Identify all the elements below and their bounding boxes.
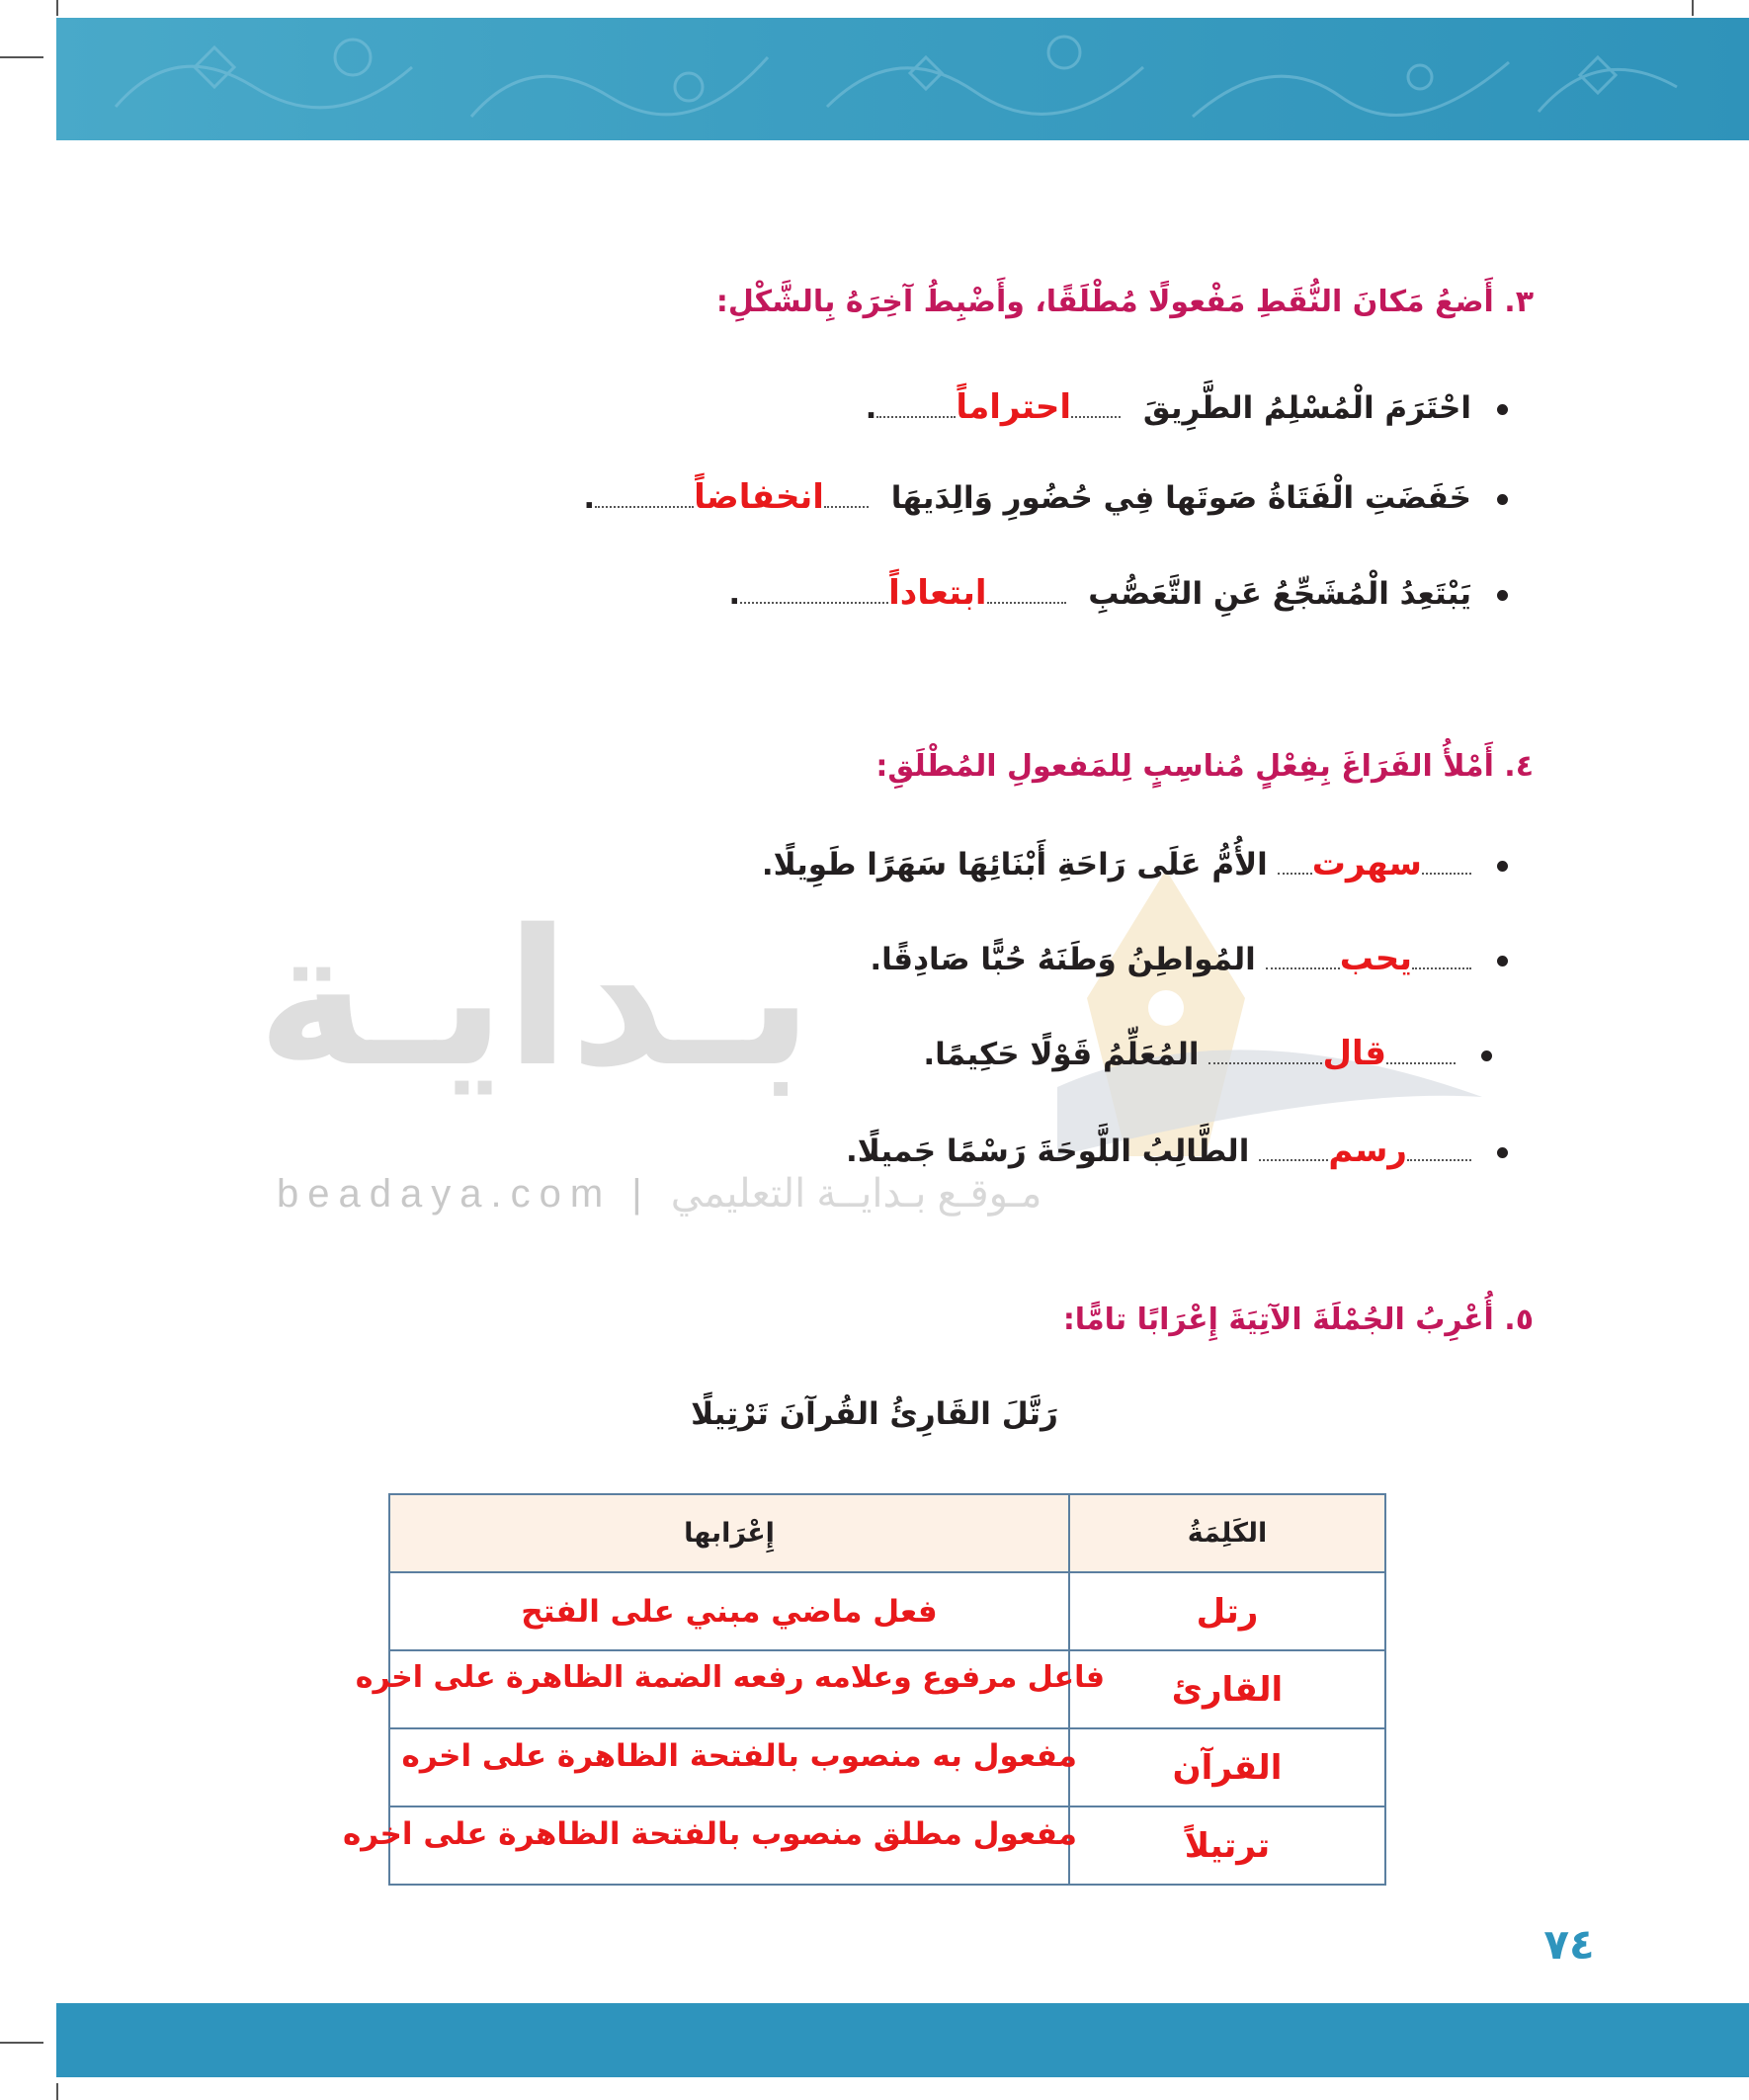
q5-sentence: رَتَّلَ القَارِئُ القُرآنَ تَرْتِيلًا [691,1396,1058,1432]
header-band [56,18,1749,140]
word-cell: رتل [1069,1572,1385,1650]
irab-answer-4: مفعول مطلق منصوب بالفتحة الظاهرة على اخره [342,1816,1077,1852]
answer-blank[interactable] [824,494,869,508]
irab-answer-2: فاعل مرفوع وعلامه رفعه الضمة الظاهرة على اخره [355,1660,1105,1695]
answer-blank[interactable] [1278,861,1312,875]
answer-blank[interactable] [1071,404,1121,418]
q4-item-text: الأُمُّ عَلَى رَاحَةِ أَبْنَائِهَا سَهَرًا طَوِيلًا. [761,847,1268,882]
table-header-row [389,1494,1385,1572]
q4-item-1 [762,844,1508,883]
bullet-icon [1497,956,1508,966]
q4-title: ٤. أَمْلأُ الفَرَاغَ بِفِعْلٍ مُناسِبٍ لِلمَفعولِ المُطْلَقِ: [875,749,1534,784]
answer-blank[interactable] [1412,956,1471,969]
answer-blank[interactable] [1208,1050,1322,1064]
answer-blank[interactable] [876,404,956,418]
irab-answer-3: مفعول به منصوب بالفتحة الظاهرة على اخره [401,1738,1077,1774]
header-irab: إِعْرَابها [389,1494,1069,1572]
q3-item-text: احْتَرَمَ الْمُسْلِمُ الطَّرِيقَ [1142,390,1471,426]
answer-blank[interactable] [987,590,1066,604]
q3-item-text: خَفَضَتِ الْفَتَاةُ صَوتَها فِي حُضُورِ وَالِدَيهَا [890,480,1471,516]
watermark-separator: | [631,1172,671,1216]
q3-item-1: احْتَرَمَ الْمُسْلِمُ الطَّرِيقَ احتراماً. [866,387,1508,427]
crop-mark [1692,0,1694,16]
q3-answer: احتراماً [956,387,1072,427]
answer-blank[interactable] [1407,1147,1471,1161]
crop-mark [56,2083,58,2100]
q3-item-text: يَبْتَعِدُ الْمُشَجِّعُ عَنِ التَّعَصُّبِ [1088,576,1471,612]
answer-blank[interactable] [1422,861,1471,875]
q4-answer: قال [1322,1034,1386,1073]
crop-mark [0,2042,43,2044]
bullet-icon [1481,1050,1492,1061]
watermark-tagline: مـوقـع بـدايــة التعليمي [670,1172,1042,1216]
word-cell: القارئ [1069,1650,1385,1728]
q4-item-text: الطَّالِبُ اللَّوحَةَ رَسْمًا جَميلًا. [846,1134,1250,1169]
bullet-icon [1497,1147,1508,1158]
bullet-icon [1497,404,1508,415]
answer-blank[interactable] [1386,1050,1456,1064]
irab-cell[interactable]: فعل ماضي مبني على الفتح [389,1572,1069,1650]
answer-blank[interactable] [1266,956,1340,969]
q4-item-text: المُواطِنُ وَطَنَهُ حُبًّا صَادِقًا. [870,942,1256,977]
header-word: الكَلِمَةُ [1069,1494,1385,1572]
q3-item-2: خَفَضَتِ الْفَتَاةُ صَوتَها فِي حُضُورِ وَالِدَيهَا انخفاضاً. [583,477,1508,517]
q3-item-3: يَبْتَعِدُ الْمُشَجِّعُ عَنِ التَّعَصُّبِ ابتعاداً. [728,573,1508,613]
bullet-icon [1497,861,1508,872]
bullet-icon [1497,494,1508,505]
q5-title: ٥. أُعْرِبُ الجُمْلَةَ الآتِيَةَ إِعْرَابًا تامًّا: [1062,1302,1534,1337]
answer-blank[interactable] [740,590,888,604]
q4-item-3 [923,1034,1492,1073]
q3-title: ٣. أَضعُ مَكانَ النُّقَطِ مَفْعولًا مُطْلَقًا، وأَضْبِطُ آخِرَهُ بِالشَّكْلِ: [715,285,1534,319]
watermark-logo: بـدايـة [257,889,813,1108]
q4-item-4 [846,1131,1508,1170]
header-pattern [56,18,1749,140]
q3-answer: انخفاضاً [694,477,824,517]
word-cell: القرآن [1069,1728,1385,1806]
bullet-icon [1497,590,1508,601]
q4-item-text: المُعَلِّمُ قَوْلًا حَكِيمًا. [923,1037,1200,1072]
q4-answer: رسم [1328,1131,1407,1170]
word-cell: ترتيلاً [1069,1806,1385,1885]
q3-answer: ابتعاداً [888,573,987,613]
page-number: ٧٤ [1543,1920,1595,1969]
answer-blank[interactable] [595,494,694,508]
q4-answer: يحب [1339,939,1412,978]
q4-answer: سهرت [1311,844,1422,883]
crop-mark [56,0,58,16]
watermark-url [277,1171,1041,1217]
watermark-url-text: beadaya.com [277,1172,613,1216]
footer-band [56,2003,1749,2077]
answer-blank[interactable] [1259,1147,1328,1161]
table-row [389,1572,1385,1650]
q4-item-2 [870,939,1508,978]
crop-mark [0,56,43,58]
